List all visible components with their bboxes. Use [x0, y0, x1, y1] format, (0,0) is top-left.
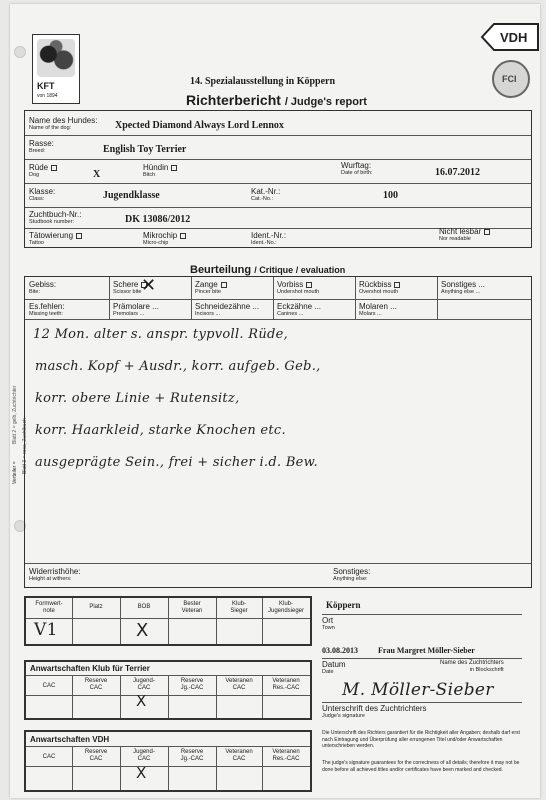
club-col-res-cac: Reserve CAC [84, 678, 108, 691]
ident-label: Ident.-Nr.: Ident.-No.: [251, 231, 287, 246]
col-best-veteran: Bester Veteran [181, 601, 203, 614]
overshot-checkbox[interactable] [394, 282, 400, 288]
pincer-bite-option: Zange Pincer bite [195, 280, 227, 296]
club-certificates-title: Anwartschaften Klub für Terrier [30, 664, 150, 673]
formwert-value: V1 [34, 620, 58, 640]
date-label: Datum Date [322, 660, 346, 675]
kft-logo-sub: von 1894 [37, 93, 58, 99]
form-title [186, 92, 367, 108]
vdh-col-veteran-cac: Veteranen CAC [225, 749, 253, 762]
breed-value: English Toy Terrier [103, 144, 187, 155]
bitch-label: Hündin Bitch [143, 163, 177, 179]
verteiler-note: Verteiler = [12, 461, 18, 484]
dog-name-value: Xpected Diamond Always Lord Lennox [115, 120, 284, 131]
fci-logo-text: FCI [502, 74, 517, 84]
other-notes-label: Sonstiges: Anything else: [333, 567, 371, 582]
scissor-bite-option: Schere Scissor bite [113, 280, 147, 296]
pincer-bite-checkbox[interactable] [221, 282, 227, 288]
club-col-veteran-cac: Veteranen CAC [225, 678, 253, 691]
judge-name-value: Frau Margret Möller-Sieber [378, 646, 475, 655]
club-col-veteran-res-cac: Veteranen Res.-CAC [272, 678, 300, 691]
critique-box [24, 276, 532, 588]
class-label: Klasse: Class: [29, 187, 56, 202]
form-title-de: Richterbericht [186, 92, 281, 108]
critique-line: 12 Mon. alter s. anspr. typvoll. Rüde, [33, 327, 289, 342]
cat-no-label: Kat.-Nr.: Cat.-No.: [251, 187, 281, 202]
vdh-col-junior-cac: Jugend- CAC [133, 749, 155, 762]
bite-label: Gebiss: Bite: [29, 280, 57, 295]
kft-logo [32, 34, 80, 104]
grades-table [24, 596, 312, 646]
dob-value: 16.07.2012 [435, 167, 480, 178]
breed-label: Rasse: Breed: [29, 139, 54, 154]
form-title-en: / Judge's report [284, 96, 367, 108]
vdh-col-veteran-res-cac: Veteranen Res.-CAC [272, 749, 300, 762]
event-title: 14. Spezialausstellung in Köppern [190, 76, 336, 87]
col-platz: Platz [89, 604, 103, 610]
bitch-checkbox[interactable] [171, 165, 177, 171]
judge-signature: M. Möller-Sieber [342, 680, 494, 700]
copy-note-2: Blatt 3 = rosa, Zuchtbuch [22, 418, 28, 474]
critique-line: masch. Kopf + Ausdr., korr. aufgeb. Geb., [35, 359, 321, 374]
molars-label: Molaren ... Molars ... [359, 302, 397, 317]
bob-mark: X [136, 620, 149, 641]
withers-label: Widerristhöhe: Height at withers: [29, 567, 81, 582]
vdh-logo-text: VDH [500, 30, 528, 45]
not-readable-label: Nicht lesbar Nor readable [439, 227, 490, 243]
vdh-col-res-junior-cac: Reserve Jg.-CAC [180, 749, 204, 762]
studbook-label: Zuchtbuch-Nr.: Studbook number: [29, 210, 82, 225]
col-club-junior-winner: Klub- Jugendsieger [267, 601, 305, 614]
terrier-dogs-icon [37, 39, 75, 77]
club-junior-cac-mark: X [136, 692, 147, 710]
town-label: Ort Town [322, 616, 335, 631]
kft-logo-text: KFT [37, 81, 55, 91]
tattoo-checkbox[interactable] [76, 233, 82, 239]
col-bob: BOB [137, 604, 151, 610]
missing-teeth-label: Es.fehlen: Missing teeth: [29, 302, 65, 317]
club-col-junior-cac: Jugend- CAC [133, 678, 155, 691]
critique-line: ausgeprägte Sein., frei + sicher i.d. Bew. [35, 455, 318, 470]
signature-note-de: Die Unterschrift des Richters garantiert für die Richtigkeit aller Angaben; deshalb darf erst nach Eintragung und Überprüfung aller errungenen Titel und/oder Anwartschaften unterschrieben werden. [322, 730, 520, 749]
dog-info-box [24, 110, 532, 248]
club-certificates-table [24, 660, 312, 720]
vdh-logo [480, 22, 540, 52]
vdh-certificates-table [24, 730, 312, 792]
dog-name-label: Name des Hundes: Name of the dog: [29, 116, 98, 131]
critique-line: korr. Haarkleid, starke Knochen etc. [35, 423, 286, 438]
judge-report-sheet [10, 4, 540, 798]
critique-title: Beurteilung / Critique / evaluation [190, 264, 346, 276]
copy-note: Blatt 2 = gelb, Zuchtrichter [12, 385, 18, 444]
vdh-col-res-cac: Reserve CAC [84, 749, 108, 762]
tattoo-label: Tätowierung Tattoo [29, 231, 82, 247]
critique-line: korr. obere Linie + Rutensitz, [35, 391, 240, 406]
studbook-value: DK 13086/2012 [125, 214, 191, 225]
club-col-cac: CAC [42, 683, 56, 689]
vdh-certificates-title: Anwartschaften VDH [30, 735, 110, 744]
undershot-checkbox[interactable] [306, 282, 312, 288]
dog-checkbox[interactable] [51, 165, 57, 171]
dob-label: Wurftag: Date of birth: [341, 161, 373, 176]
scissor-bite-check-mark: ✕ [141, 275, 157, 296]
club-col-res-junior-cac: Reserve Jg.-CAC [180, 678, 204, 691]
place-value: Köppern [326, 600, 361, 610]
punch-hole [14, 46, 26, 58]
bite-other-option: Sonstiges ... Anything else ... [441, 280, 486, 295]
cat-no-value: 100 [383, 190, 398, 201]
undershot-option: Vorbiss Undershot mouth [277, 280, 320, 295]
premolars-label: Prämolare ... Premolars ... [113, 302, 159, 317]
vdh-junior-cac-mark: X [136, 764, 147, 782]
canines-label: Eckzähne ... Canines ... [277, 302, 322, 317]
judge-name-label: Name des Zuchtrichters in Blockschrift [440, 660, 504, 673]
signature-note-en: The judge's signature guarantees for the correctness of all details; therefore it may not be done before all achieved titles and/or certificates have been marked and checked. [322, 760, 520, 773]
fci-logo [492, 60, 530, 98]
dog-sex-label: Rüde Dog [29, 163, 57, 179]
col-formwert: Formwert- note [35, 601, 63, 614]
vdh-col-cac: CAC [42, 754, 56, 760]
not-readable-checkbox[interactable] [484, 229, 490, 235]
dog-checkbox-mark: X [93, 169, 101, 180]
class-value: Jugendklasse [103, 190, 160, 201]
overshot-option: Rückbiss Overshot mouth [359, 280, 400, 296]
incisors-label: Schneidezähne ... Incisors ... [195, 302, 260, 317]
col-club-winner: Klub- Sieger [230, 601, 248, 614]
chip-checkbox[interactable] [180, 233, 186, 239]
chip-label: Mikrochip Micro-chip [143, 231, 186, 247]
date-value: 03.08.2013 [322, 646, 358, 655]
signature-label: Unterschrift des Zuchtrichters Judge's signature [322, 704, 427, 719]
